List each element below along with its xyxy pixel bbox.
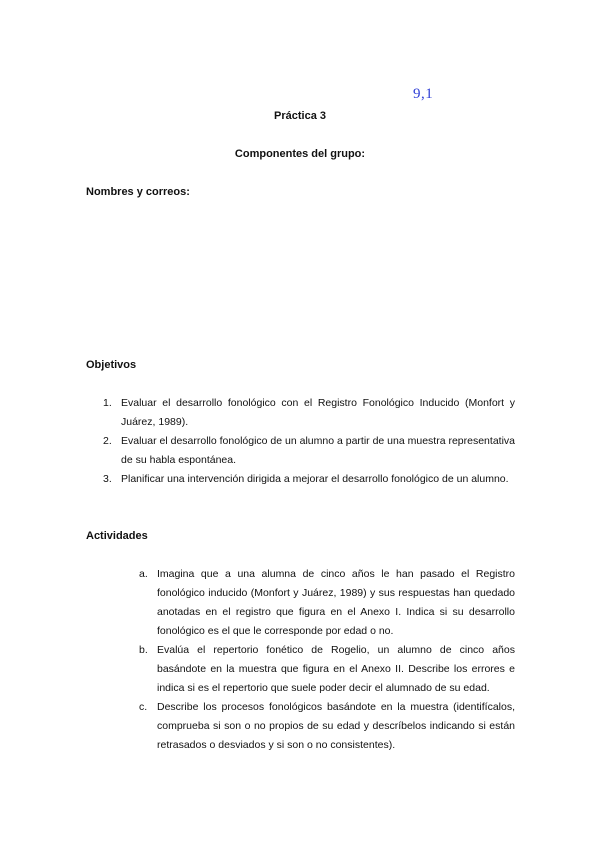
list-item-text: Imagina que a una alumna de cinco años le han pasado el Registro fonológico inducido (Monfort y Juárez, 1989) y sus respuestas han quedado anotadas en el registro que figura en el Anexo I. Indica si su desarrollo fonológico es el que le corresponde por edad o no. <box>157 568 515 637</box>
list-item-text: Describe los procesos fonológicos basándote en la muestra (identifícalos, comprueba si son o no propios de su edad y descríbelos indicando si están retrasados o desviados y si son o no consistentes). <box>157 701 515 751</box>
list-marker: a. <box>139 568 148 580</box>
list-marker: 1. <box>103 397 112 409</box>
list-marker: 3. <box>103 473 112 485</box>
names-heading: Nombres y correos: <box>86 186 190 198</box>
list-marker: b. <box>139 644 148 656</box>
list-item <box>103 394 515 432</box>
list-item-text: Planificar una intervención dirigida a mejorar el desarrollo fonológico de un alumno. <box>121 473 509 485</box>
activities-heading: Actividades <box>86 530 148 542</box>
objectives-heading: Objetivos <box>86 359 137 371</box>
list-item <box>139 698 515 755</box>
list-item <box>139 565 515 641</box>
objectives-list <box>103 394 515 489</box>
list-marker: c. <box>139 701 148 713</box>
list-item-text: Evaluar el desarrollo fonológico de un alumno a partir de una muestra representativa de su habla espontánea. <box>121 435 515 466</box>
group-heading: Componentes del grupo: <box>234 148 366 160</box>
list-item <box>139 641 515 698</box>
list-item <box>103 432 515 470</box>
page-title: Práctica 3 <box>274 110 326 122</box>
list-item-text: Evalúa el repertorio fonético de Rogelio, un alumno de cinco años basándote en la muestra que figura en el Anexo II. Describe los errores e indica si es el repertorio que suele poder decir el alumnado de su edad. <box>157 644 515 694</box>
list-marker: 2. <box>103 435 112 447</box>
list-item-text: Evaluar el desarrollo fonológico con el Registro Fonológico Inducido (Monfort y Juárez, 1989). <box>121 397 515 428</box>
list-item <box>103 470 515 489</box>
activities-list <box>139 565 515 755</box>
handwritten-grade: 9,1 <box>413 86 434 102</box>
